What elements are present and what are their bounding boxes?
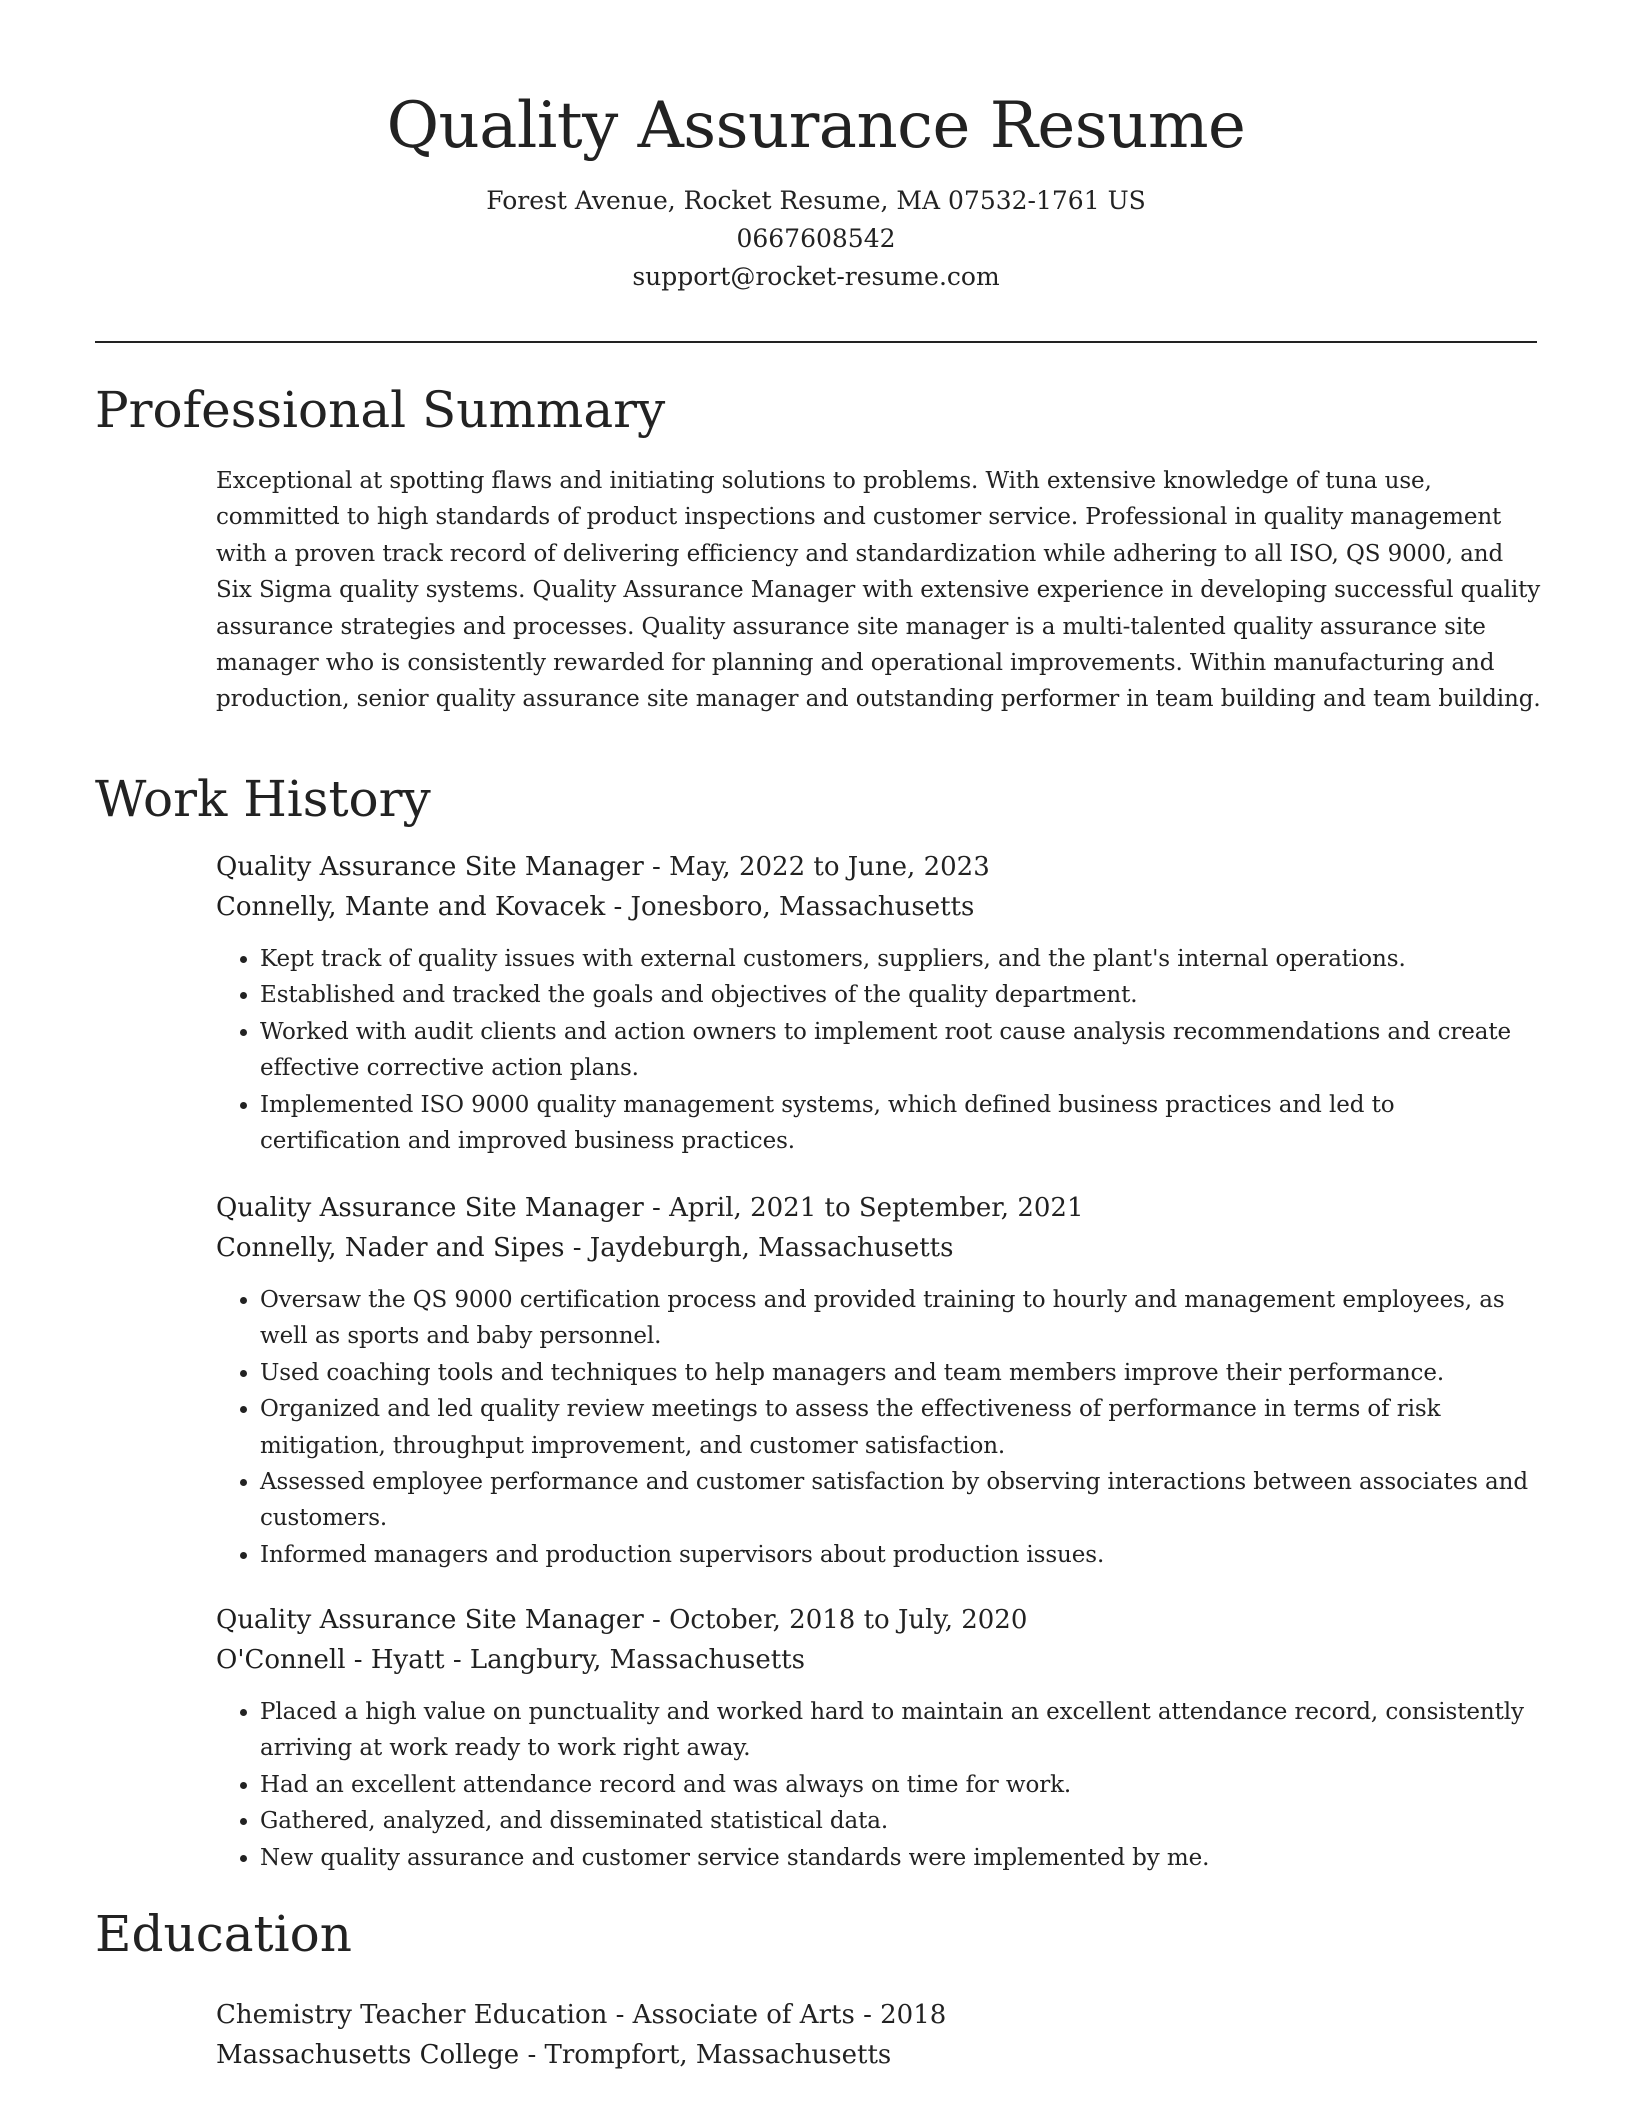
education-degree: Chemistry Teacher Education - Associate of Arts - 2018	[216, 2000, 947, 2030]
job-location: - Jaydeburgh, Massachusetts	[564, 1233, 954, 1263]
job-title-line	[216, 847, 1536, 887]
page-title: Quality Assurance Resume	[386, 89, 1246, 163]
summary-text: Exceptional at spotting flaws and initiating solutions to problems. With extensive knowledge of tuna use, committed to high standards of product inspections and customer service. Professional in quality management with a proven track record of delivering efficiency and standardization while adhering to all ISO, QS 9000, and Six Sigma quality systems. Quality Assurance Manager with extensive experience in developing successful quality assurance strategies and processes. Quality assurance site manager is a multi-talented quality assurance site manager who is consistently rewarded for planning and operational improvements. Within manufacturing and production, senior quality assurance site manager and outstanding performer in team building and team building.	[216, 468, 1541, 713]
job-location: - Jonesboro, Massachusetts	[605, 892, 975, 922]
job-bullets	[216, 941, 1536, 1159]
job-bullet: • Gathered, analyzed, and disseminated statistical data.	[260, 1803, 1536, 1839]
job-bullet: • Organized and led quality review meetings to assess the effectiveness of performance in terms of risk mitigation, throughput improvement, and customer satisfaction.	[260, 1391, 1536, 1464]
job-entry	[216, 1600, 1536, 1876]
job-location: - Langbury, Massachusetts	[444, 1645, 805, 1675]
job-bullets	[216, 1694, 1536, 1876]
job-bullet: • Worked with audit clients and action owners to implement root cause analysis recommendations and create effective corrective action plans.	[260, 1014, 1536, 1087]
job-bullet: • Used coaching tools and techniques to help managers and team members improve their performance.	[260, 1355, 1536, 1391]
education-heading: Education	[95, 1905, 352, 1963]
job-title-line	[216, 1600, 1536, 1640]
job-company-line	[216, 1640, 1536, 1680]
job-bullet: • Informed managers and production supervisors about production issues.	[260, 1537, 1536, 1573]
job-bullet: • Placed a high value on punctuality and worked hard to maintain an excellent attendance record, consistently arriving at work ready to work right away.	[260, 1694, 1536, 1767]
summary-heading: Professional Summary	[95, 381, 666, 439]
contact-address: Forest Avenue, Rocket Resume, MA 07532-1761 US	[486, 186, 1146, 215]
job-title: Quality Assurance Site Manager	[216, 852, 644, 882]
job-bullet: • New quality assurance and customer service standards were implemented by me.	[260, 1840, 1536, 1876]
header-divider	[95, 341, 1537, 343]
contact-block	[0, 182, 1632, 296]
job-bullets	[216, 1282, 1536, 1573]
job-bullet: • Oversaw the QS 9000 certification process and provided training to hourly and management employees, as well as sports and baby personnel.	[260, 1282, 1536, 1355]
job-bullet: • Implemented ISO 9000 quality management systems, which defined business practices and led to certification and improved business practices.	[260, 1087, 1536, 1160]
resume-header	[0, 84, 1632, 296]
contact-email: support@rocket-resume.com	[632, 262, 1000, 291]
job-entry	[216, 847, 1536, 1159]
job-title: Quality Assurance Site Manager	[216, 1193, 644, 1223]
job-company: Connelly, Mante and Kovacek	[216, 892, 606, 922]
job-company: O'Connell - Hyatt	[216, 1645, 445, 1675]
education-location: - Trompfort, Massachusetts	[519, 2040, 892, 2070]
job-bullet: • Had an excellent attendance record and was always on time for work.	[260, 1767, 1536, 1803]
job-company-line	[216, 1228, 1536, 1268]
job-bullet: • Kept track of quality issues with external customers, suppliers, and the plant's internal operations.	[260, 941, 1536, 977]
job-dates: - May, 2022 to June, 2023	[643, 852, 990, 882]
work-history-heading: Work History	[95, 770, 431, 828]
job-title: Quality Assurance Site Manager	[216, 1605, 644, 1635]
contact-phone: 0667608542	[736, 224, 896, 253]
education-school-line	[216, 2035, 1536, 2075]
education-school: Massachusetts College	[216, 2040, 520, 2070]
job-entry	[216, 1188, 1536, 1573]
job-title-line	[216, 1188, 1536, 1228]
education-entry	[216, 1995, 1536, 2075]
job-dates: - April, 2021 to September, 2021	[643, 1193, 1084, 1223]
job-company-line	[216, 887, 1536, 927]
job-company: Connelly, Nader and Sipes	[216, 1233, 565, 1263]
job-dates: - October, 2018 to July, 2020	[643, 1605, 1028, 1635]
job-bullet: • Assessed employee performance and customer satisfaction by observing interactions between associates and customers.	[260, 1464, 1536, 1537]
job-bullet: • Established and tracked the goals and objectives of the quality department.	[260, 977, 1536, 1013]
